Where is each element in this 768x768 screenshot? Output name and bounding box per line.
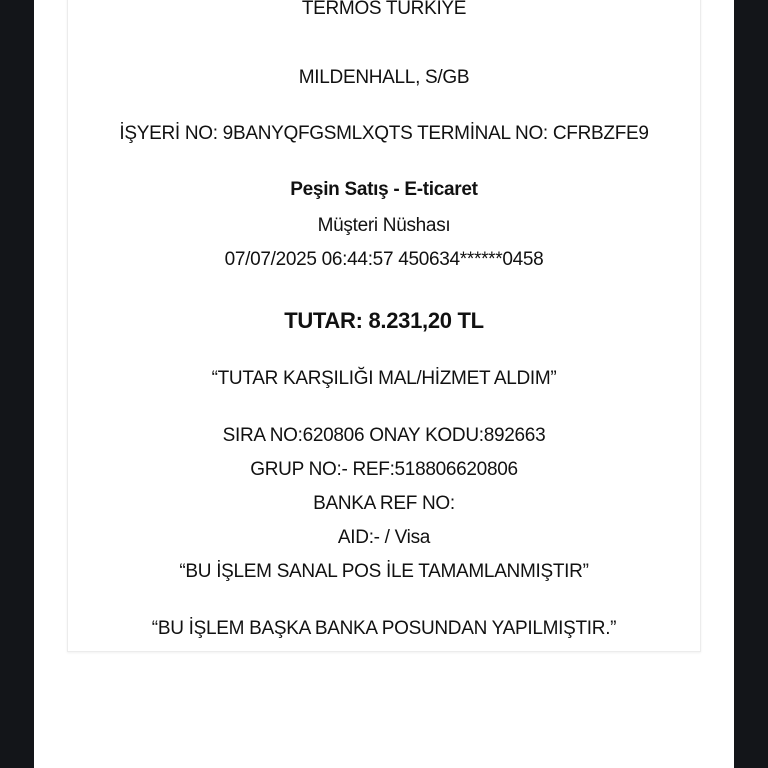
merchant-location: MILDENHALL, S/GB [298,67,470,88]
document-page [34,0,734,768]
group-ref: GRUP NO:- REF:518806620806 [250,459,518,480]
aid-card-scheme: AID:- / Visa [337,527,431,548]
bank-ref: BANKA REF NO: [313,493,455,514]
datetime-card-number: 07/07/2025 06:44:57 450634******0458 [224,249,544,270]
acknowledgement-text: “TUTAR KARŞILIĞI MAL/HİZMET ALDIM” [211,368,557,389]
sequence-approval: SIRA NO:620806 ONAY KODU:892663 [222,425,546,446]
receipt-card [67,0,701,652]
copy-type: Müşteri Nüshası [317,215,451,236]
other-bank-note: “BU İŞLEM BAŞKA BANKA POSUNDAN YAPILMIŞTIR.” [151,618,617,639]
merchant-terminal-ids: İŞYERİ NO: 9BANYQFGSMLXQTS TERMİNAL NO: CFRBZFE9 [119,123,649,144]
virtual-pos-note: “BU İŞLEM SANAL POS İLE TAMAMLANMIŞTIR” [179,561,589,582]
amount-total: TUTAR: 8.231,20 TL [284,308,484,333]
transaction-type: Peşin Satış - E-ticaret [290,179,478,200]
merchant-name: TERMOS TURKIYE [301,0,467,19]
